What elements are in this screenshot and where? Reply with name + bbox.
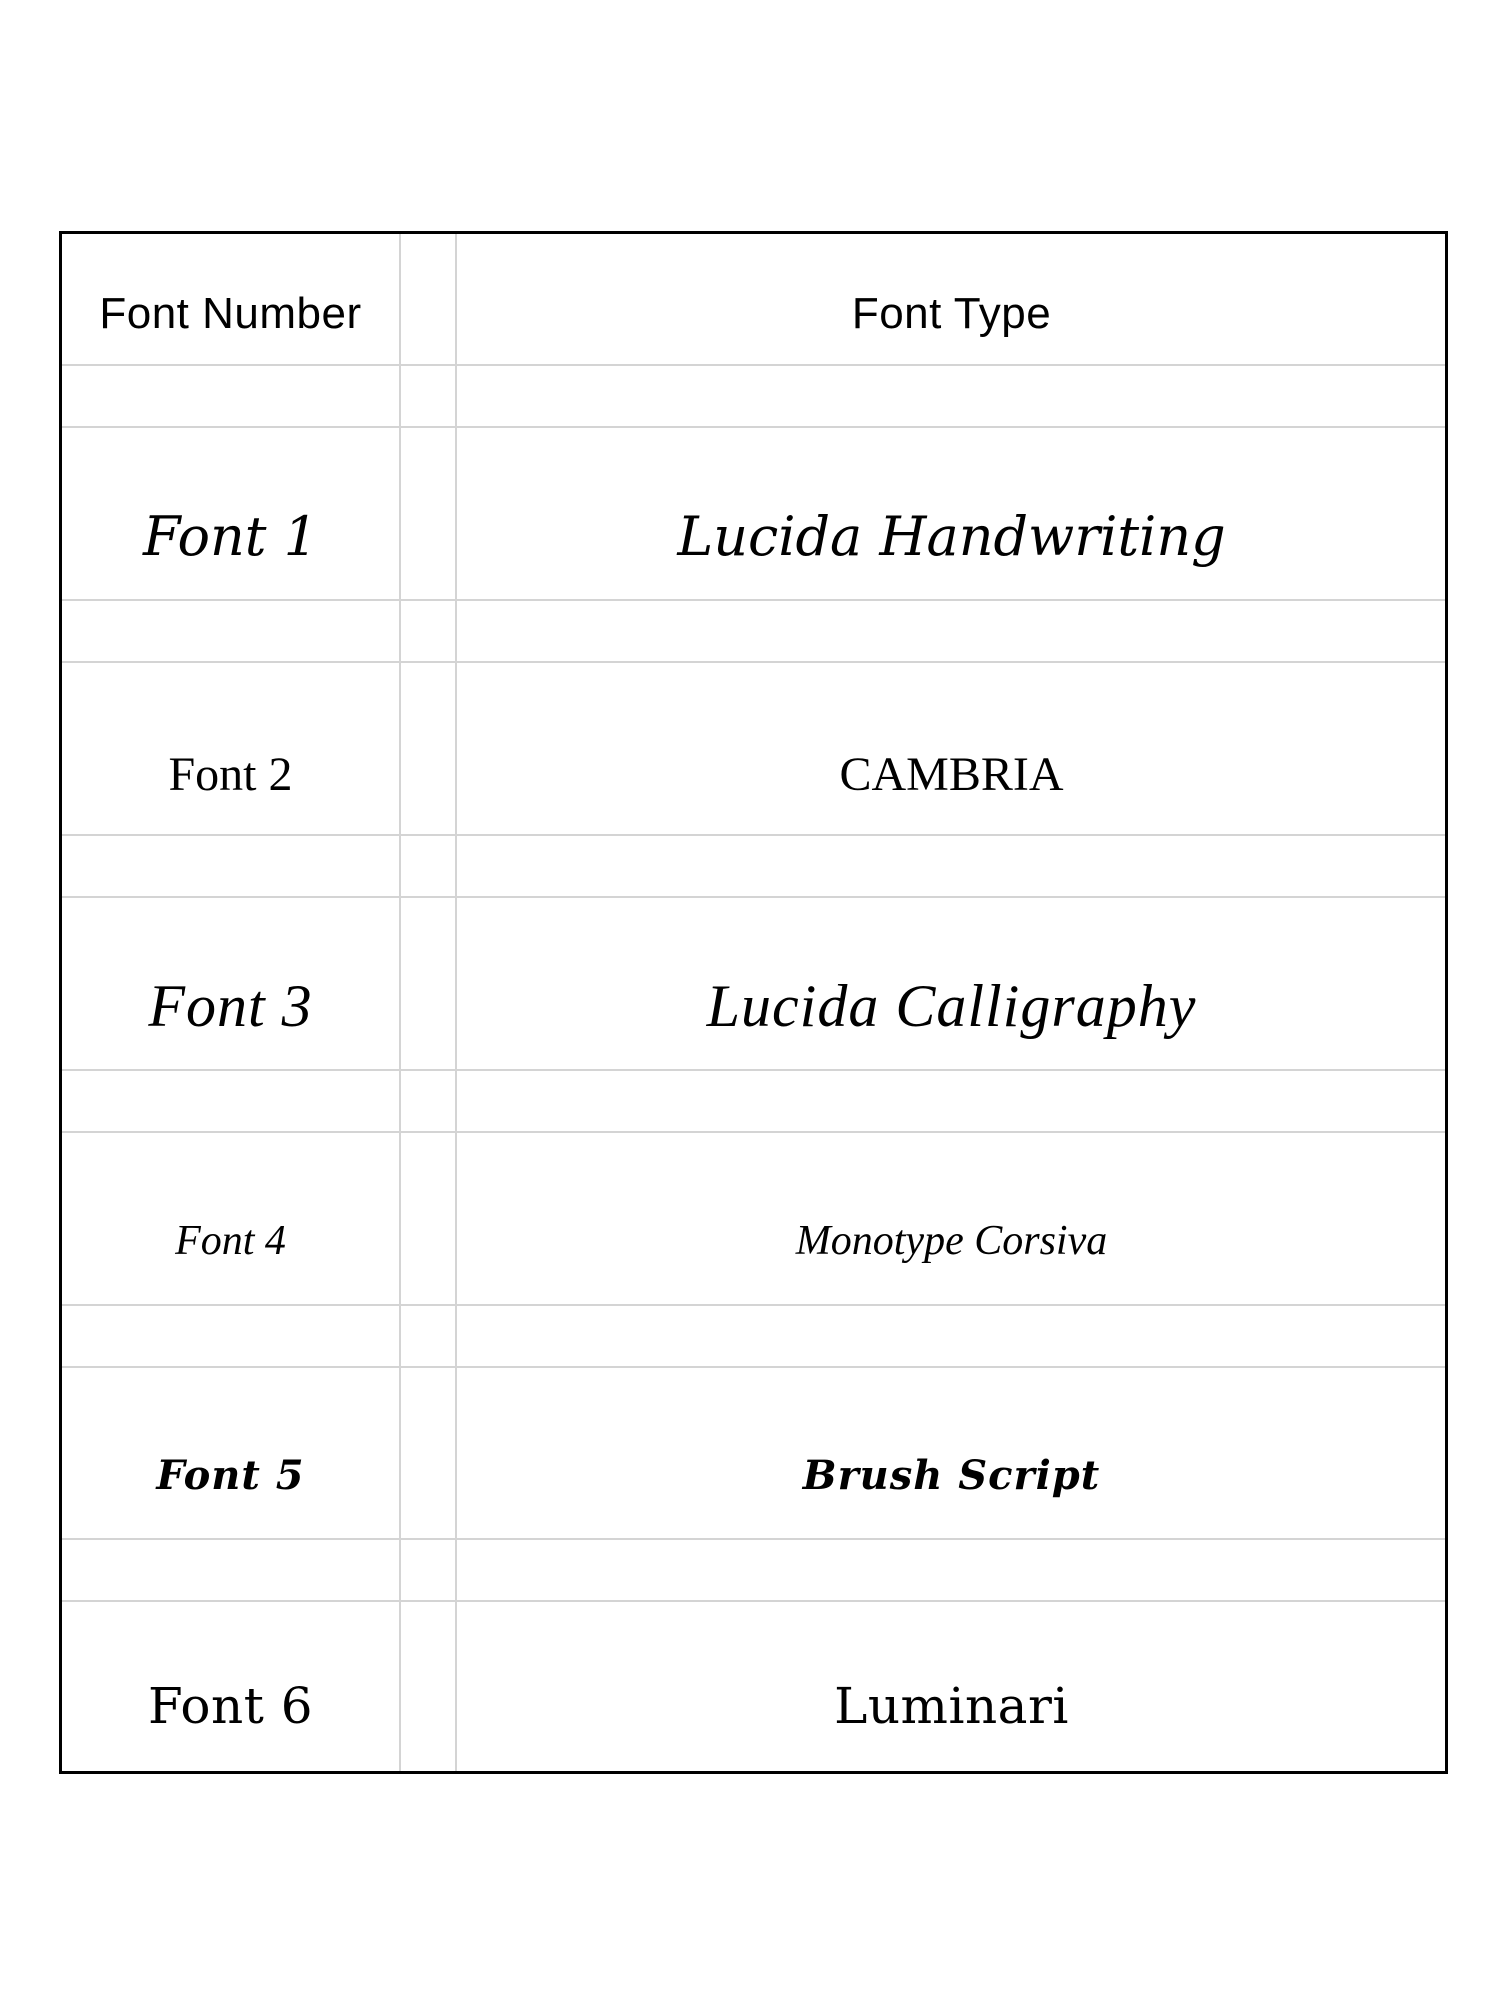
row-divider [62, 1069, 1445, 1071]
font-number-cell: Font 4 [175, 1218, 286, 1264]
row-divider [62, 661, 1445, 663]
font-table [59, 231, 1448, 1774]
font-type-cell: Brush Script [802, 1451, 1101, 1499]
row-divider [62, 896, 1445, 898]
font-type-cell: CAMBRIA [839, 747, 1064, 801]
font-number-cell: Font 6 [147, 1677, 314, 1735]
row-divider [62, 1366, 1445, 1368]
row-divider [62, 1600, 1445, 1602]
font-type-cell: Lucida Calligraphy [706, 972, 1197, 1039]
row-divider [62, 1131, 1445, 1133]
font-number-cell: Font 2 [168, 747, 293, 801]
column-divider [399, 234, 401, 1771]
font-number-cell: Font 1 [142, 504, 319, 568]
font-type-cell: Lucida Handwriting [677, 504, 1226, 568]
row-divider [62, 599, 1445, 601]
font-number-cell: Font 5 [156, 1451, 305, 1499]
font-number-cell: Font 3 [148, 972, 313, 1039]
row-divider [62, 1538, 1445, 1540]
header-font-type: Font Type [851, 289, 1052, 338]
font-type-cell: Luminari [834, 1677, 1069, 1735]
font-type-cell: Monotype Corsiva [795, 1218, 1108, 1264]
header-font-number: Font Number [99, 289, 362, 338]
row-divider [62, 364, 1445, 366]
row-divider [62, 834, 1445, 836]
row-divider [62, 426, 1445, 428]
row-divider [62, 1304, 1445, 1306]
